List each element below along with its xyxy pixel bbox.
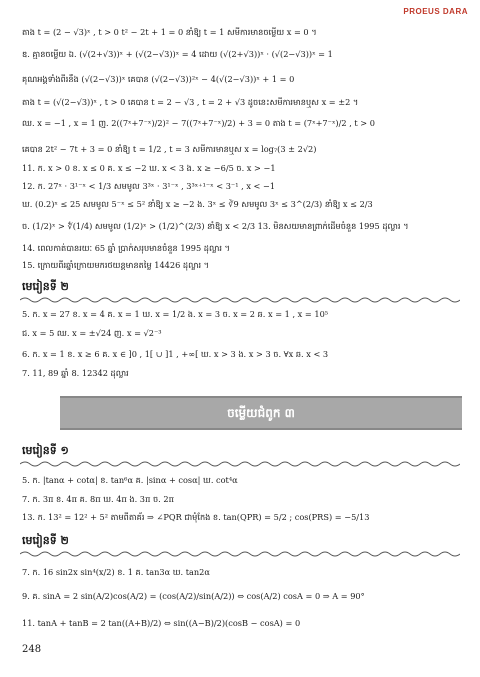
- answer-line: 12. ក. 27ˣ · 3¹⁻ˣ < 1/3 សមមូល 3³ˣ · 3¹⁻ˣ , 3³ˣ⁺¹⁻ˣ < 3⁻¹ , x < −1: [22, 181, 276, 191]
- answer-line: គេបាន 2t² − 7t + 3 = 0 នាំឱ្យ t = 1/2 , t = 3 សមីការមានឬស x = log₇(3 ± 2√2): [22, 144, 317, 154]
- answer-line: ច. (1/2)ˣ > ∜(1/4) សមមូល (1/2)ˣ > (1/2)^(2/3) នាំឱ្យ x < 2/3 13. មិនសយមានព្រាក់ដើមចំនួន 1995 ដុល្លារ ។: [22, 221, 409, 231]
- answer-line: 7. ក. 3π ខ. 4π គ. 8π ឃ. 4π ង. 3π ច. 2π: [22, 494, 174, 504]
- section-title: មេរៀនទី ១: [22, 444, 69, 457]
- answer-line: ឃ. (0.2)ˣ ≤ 25 សមមូល 5⁻ˣ ≤ 5² នាំឱ្យ x ≥ −2 ង. 3ˣ ≤ ∛9 សមមូល 3ˣ ≤ 3^(2/3) នាំឱ្យ x ≤ 2/3: [22, 199, 373, 209]
- page-number: 248: [22, 644, 42, 655]
- answer-line: 15. ក្រោយពីរឆ្នាំក្រោយមករថយន្តមានតម្លៃ 14426 ដុល្លារ ។: [22, 260, 210, 270]
- chapter-banner-title: ចម្លើយជំពូក ៣: [227, 406, 295, 420]
- answer-line: 6. ក. x = 1 ខ. x ≥ 6 គ. x ∈ ]0 , 1[ ∪ ]1 , +∞[ ឃ. x > 3 ង. x > 3 ច. ∀x ឆ. x < 3: [22, 349, 329, 359]
- answer-line: ឌ. គ្មានចម្លើយ ឯ. (√(2+√3))ˣ + (√(2−√3))ˣ = 4 ដោយ (√(2+√3))ˣ · (√(2−√3))ˣ = 1: [22, 49, 333, 59]
- chapter-banner: [60, 396, 462, 430]
- answer-line: 11. tanA + tanB = 2 tan((A+B)/2) ⇔ sin((A−B)/2)(cosB − cosA) = 0: [22, 618, 301, 628]
- answer-line: 13. ក. 13² = 12² + 5² តាមពីតាគ័រ ⇒ ∠PQR ជាមុំកែង ខ. tan(QPR) = 5/2 ; cos(PRS) = −5/13: [22, 512, 370, 522]
- wave-divider: [20, 550, 460, 558]
- answer-line: តាង t = (2 − √3)ˣ , t > 0 t² − 2t + 1 = 0 នាំឱ្យ t = 1 សមីការមានចម្លើយ x = 0 ។: [22, 27, 317, 37]
- answer-line: 5. ក. x = 27 ខ. x = 4 គ. x = 1 ឃ. x = 1/2 ង. x = 3 ច. x = 2 ឆ. x = 1 , x = 10⁵: [22, 309, 329, 319]
- answer-line: 5. ក. |tanα + cotα| ខ. tan⁶α គ. |sinα + cosα| ឃ. cot⁴α: [22, 475, 238, 485]
- answer-line: 7. 11, 89 ឆ្នាំ 8. 12342 ដុល្លារ: [22, 368, 129, 378]
- answer-line: ជ. x = 5 ឈ. x = ±√24 ញ. x = √2⁻³: [22, 328, 162, 338]
- wave-divider: [20, 296, 460, 304]
- answer-line: 14. ពេលកាត់បានរយៈ 65 ឆ្នាំ ប្រាក់សរុបមានចំនួន 1995 ដុល្លារ ។: [22, 243, 230, 253]
- answer-line: 7. ក. 16 sin2x sin⁴(x/2) ខ. 1 គ. tan3α ឃ. tan2α: [22, 567, 210, 577]
- answer-line: 9. គ. sinA = 2 sin(A/2)cos(A/2) = (cos(A/2)/sin(A/2)) ⇔ cos(A/2) cosA = 0 ⇒ A = 90°: [22, 591, 365, 601]
- section-title: មេរៀនទី ២: [22, 280, 69, 293]
- wave-divider: [20, 460, 460, 468]
- section-title: មេរៀនទី ២: [22, 534, 69, 547]
- answer-line: 11. ក. x > 0 ខ. x ≤ 0 គ. x ≤ −2 ឃ. x < 3 ង. x ≥ −6/5 ច. x > −1: [22, 163, 276, 173]
- answer-line: ឈ. x = −1 , x = 1 ញ. 2((7ˣ+7⁻ˣ)/2)² − 7((7ˣ+7⁻ˣ)/2) + 3 = 0 តាង t = (7ˣ+7⁻ˣ)/2 , t > 0: [22, 118, 375, 128]
- answer-line: តាង t = (√(2−√3))ˣ , t > 0 គេបាន t = 2 − √3 , t = 2 + √3 ដូចនេះសមីការមានឬស x = ±2 ។: [22, 97, 359, 107]
- header-brand: PROEUS DARA: [403, 7, 468, 16]
- answer-line: គុណអង្គទាំងពីរនឹង (√(2−√3))ˣ គេបាន (√(2−√3))²ˣ − 4(√(2−√3))ˣ + 1 = 0: [22, 74, 295, 84]
